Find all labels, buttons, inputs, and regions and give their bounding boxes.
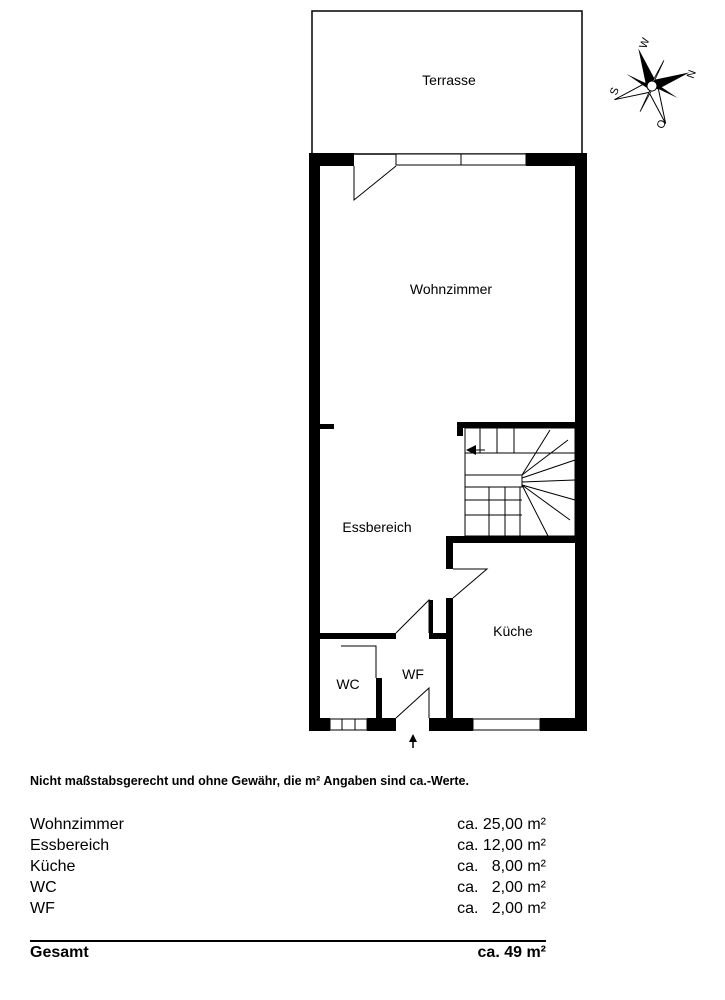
left-wall	[309, 153, 320, 731]
kitchen-wall-left-upper	[446, 536, 453, 569]
bottom-wall-1	[309, 718, 330, 731]
area-row-wohnzimmer	[30, 814, 546, 835]
total-label: Gesamt	[30, 944, 89, 961]
area-name: Wohnzimmer	[30, 816, 124, 833]
label-terrasse: Terrasse	[422, 72, 476, 88]
total-row	[30, 943, 546, 963]
wc-wall-divider-lower	[376, 678, 382, 731]
area-value: ca. 12,00 m²	[457, 837, 546, 854]
label-essbereich: Essbereich	[342, 519, 412, 535]
terrace-door-swing	[354, 166, 396, 200]
area-value: ca. 8,00 m²	[457, 858, 546, 875]
area-value: ca. 2,00 m²	[457, 879, 546, 896]
wf-door-swing	[396, 600, 429, 633]
area-value: ca. 25,00 m²	[457, 816, 546, 833]
area-row-wc	[30, 877, 546, 898]
wall-stub-left	[320, 424, 334, 429]
area-name: WC	[30, 879, 57, 896]
wf-stub	[429, 600, 433, 633]
staircase	[465, 428, 575, 536]
kitchen-window	[473, 719, 540, 730]
label-kueche: Küche	[493, 623, 533, 639]
area-table	[30, 814, 546, 919]
label-wc: WC	[336, 676, 360, 692]
area-name: Küche	[30, 858, 76, 875]
kitchen-wall-left-lower	[446, 598, 453, 731]
kitchen-wall-top	[446, 536, 575, 543]
area-row-essbereich	[30, 835, 546, 856]
area-name: Essbereich	[30, 837, 110, 854]
area-row-wf	[30, 898, 546, 919]
compass-rose-icon	[601, 35, 704, 138]
compass-s: S	[608, 85, 622, 97]
wc-door-swing	[341, 646, 376, 678]
wc-wall-top	[320, 633, 396, 639]
stair-wall-left	[457, 422, 463, 436]
bottom-wall-4	[540, 718, 587, 731]
compass-w: W	[637, 36, 653, 51]
compass-n: N	[684, 68, 699, 81]
area-value: ca. 2,00 m²	[457, 900, 546, 917]
stair-wall-top	[457, 422, 575, 428]
area-row-kueche	[30, 856, 546, 877]
label-wf: WF	[402, 666, 424, 682]
area-name: WF	[30, 900, 55, 917]
entrance-door-swing	[396, 688, 429, 718]
right-wall	[575, 153, 587, 731]
total-divider	[30, 940, 546, 942]
disclaimer-text: Nicht maßstabsgerecht und ohne Gewähr, die m² Angaben sind ca.-Werte.	[30, 774, 469, 788]
wf-wall-top-right	[429, 633, 446, 639]
kitchen-door-swing	[453, 569, 487, 598]
compass-o: O	[654, 118, 670, 131]
label-wohnzimmer: Wohnzimmer	[409, 281, 493, 297]
wc-window	[330, 719, 367, 730]
total-value: ca. 49 m²	[477, 944, 546, 961]
